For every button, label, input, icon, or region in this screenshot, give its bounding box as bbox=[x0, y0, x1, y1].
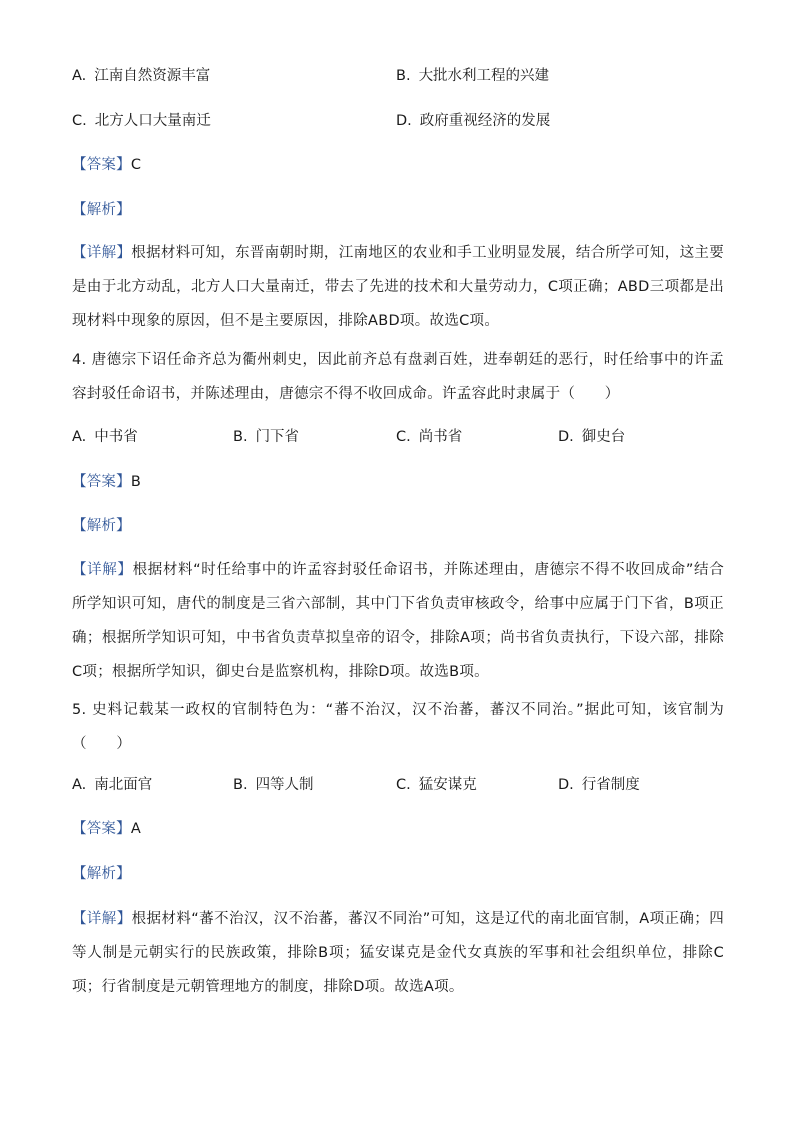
option-letter: B. bbox=[396, 68, 411, 84]
answer-tag: 【答案】 bbox=[72, 474, 131, 490]
detail-tag: 【详解】 bbox=[72, 911, 132, 927]
option-text: 政府重视经济的发展 bbox=[419, 113, 551, 129]
option-text: 门下省 bbox=[255, 429, 300, 445]
q4-option-a[interactable] bbox=[72, 427, 138, 447]
q3-answer bbox=[72, 155, 141, 175]
q4-analysis-tag: 【解析】 bbox=[72, 518, 131, 534]
option-text: 大批水利工程的兴建 bbox=[418, 68, 550, 84]
option-text: 南北面官 bbox=[94, 777, 153, 793]
option-text: 江南自然资源丰富 bbox=[94, 68, 211, 84]
option-letter: D. bbox=[558, 777, 574, 793]
q5-answer bbox=[72, 819, 141, 839]
q3-option-b[interactable] bbox=[396, 66, 549, 86]
q5-option-c[interactable] bbox=[396, 775, 477, 795]
option-letter: C. bbox=[396, 429, 411, 445]
q3-option-a[interactable] bbox=[72, 66, 210, 86]
q4-option-b[interactable] bbox=[233, 427, 299, 447]
q5-detail bbox=[72, 902, 724, 1004]
q3-option-c[interactable] bbox=[72, 111, 211, 131]
q5-option-b[interactable] bbox=[233, 775, 314, 795]
q5-analysis-tag: 【解析】 bbox=[72, 866, 131, 882]
answer-value: B bbox=[130, 474, 141, 490]
option-letter: B. bbox=[233, 777, 248, 793]
detail-tag: 【详解】 bbox=[72, 562, 133, 578]
q4-answer bbox=[72, 472, 141, 492]
option-letter: D. bbox=[558, 429, 574, 445]
option-letter: C. bbox=[396, 777, 411, 793]
q5-stem: 5. 史料记载某一政权的官制特色为：“蕃不治汉，汉不治蕃，蕃汉不同治。”据此可知，该官制为（ ） bbox=[72, 702, 724, 752]
option-letter: C. bbox=[72, 113, 87, 129]
answer-value: C bbox=[130, 157, 142, 173]
answer-value: A bbox=[130, 821, 141, 837]
q4-detail bbox=[72, 553, 724, 689]
option-text: 御史台 bbox=[581, 429, 626, 445]
q3-option-d[interactable] bbox=[396, 111, 550, 131]
q3-detail bbox=[72, 236, 724, 338]
option-text: 中书省 bbox=[94, 429, 138, 445]
answer-tag: 【答案】 bbox=[72, 157, 131, 173]
option-text: 猛安谋克 bbox=[418, 777, 477, 793]
detail-text: 根据材料可知，东晋南朝时期，江南地区的农业和手工业明显发展，结合所学可知，这主要是由于北方动乱，北方人口大量南迁，带去了先进的技术和大量劳动力，C项正确；ABD三项都是出现材料中现象的原因，但不是主要原因，排除ABD项。故选C项。 bbox=[72, 245, 724, 329]
q5-option-a[interactable] bbox=[72, 775, 152, 795]
option-letter: A. bbox=[72, 68, 87, 84]
detail-text: 根据材料“时任给事中的许孟容封驳任命诏书，并陈述理由，唐德宗不得不收回成命”结合所学知识可知，唐代的制度是三省六部制，其中门下省负责审核政令，给事中应属于门下省，B项正确；根据所学知识可知，中书省负责草拟皇帝的诏令，排除A项；尚书省负责执行，下设六部，排除C项；根据所学知识，御史台是监察机构，排除D项。故选B项。 bbox=[72, 562, 724, 680]
option-text: 四等人制 bbox=[255, 777, 314, 793]
q5-option-d[interactable] bbox=[558, 775, 640, 795]
answer-tag: 【答案】 bbox=[72, 821, 131, 837]
option-text: 北方人口大量南迁 bbox=[94, 113, 211, 129]
option-letter: A. bbox=[72, 777, 87, 793]
detail-text: 根据材料“蕃不治汉，汉不治蕃，蕃汉不同治”可知，这是辽代的南北面官制，A项正确；四等人制是元朝实行的民族政策，排除B项；猛安谋克是金代女真族的军事和社会组织单位，排除C项；行省制度是元朝管理地方的制度，排除D项。故选A项。 bbox=[72, 911, 724, 995]
option-text: 尚书省 bbox=[418, 429, 463, 445]
option-letter: A. bbox=[72, 429, 87, 445]
q3-analysis-tag: 【解析】 bbox=[72, 202, 131, 218]
option-letter: D. bbox=[396, 113, 412, 129]
q4-option-d[interactable] bbox=[558, 427, 625, 447]
q4-stem: 4. 唐德宗下诏任命齐总为衢州刺史，因此前齐总有盘剥百姓，进奉朝廷的恶行，时任给事中的许孟容封驳任命诏书，并陈述理由，唐德宗不得不收回成命。许孟容此时隶属于（ ） bbox=[72, 352, 724, 402]
q4-option-c[interactable] bbox=[396, 427, 462, 447]
detail-tag: 【详解】 bbox=[72, 245, 132, 261]
option-letter: B. bbox=[233, 429, 248, 445]
option-text: 行省制度 bbox=[581, 777, 640, 793]
